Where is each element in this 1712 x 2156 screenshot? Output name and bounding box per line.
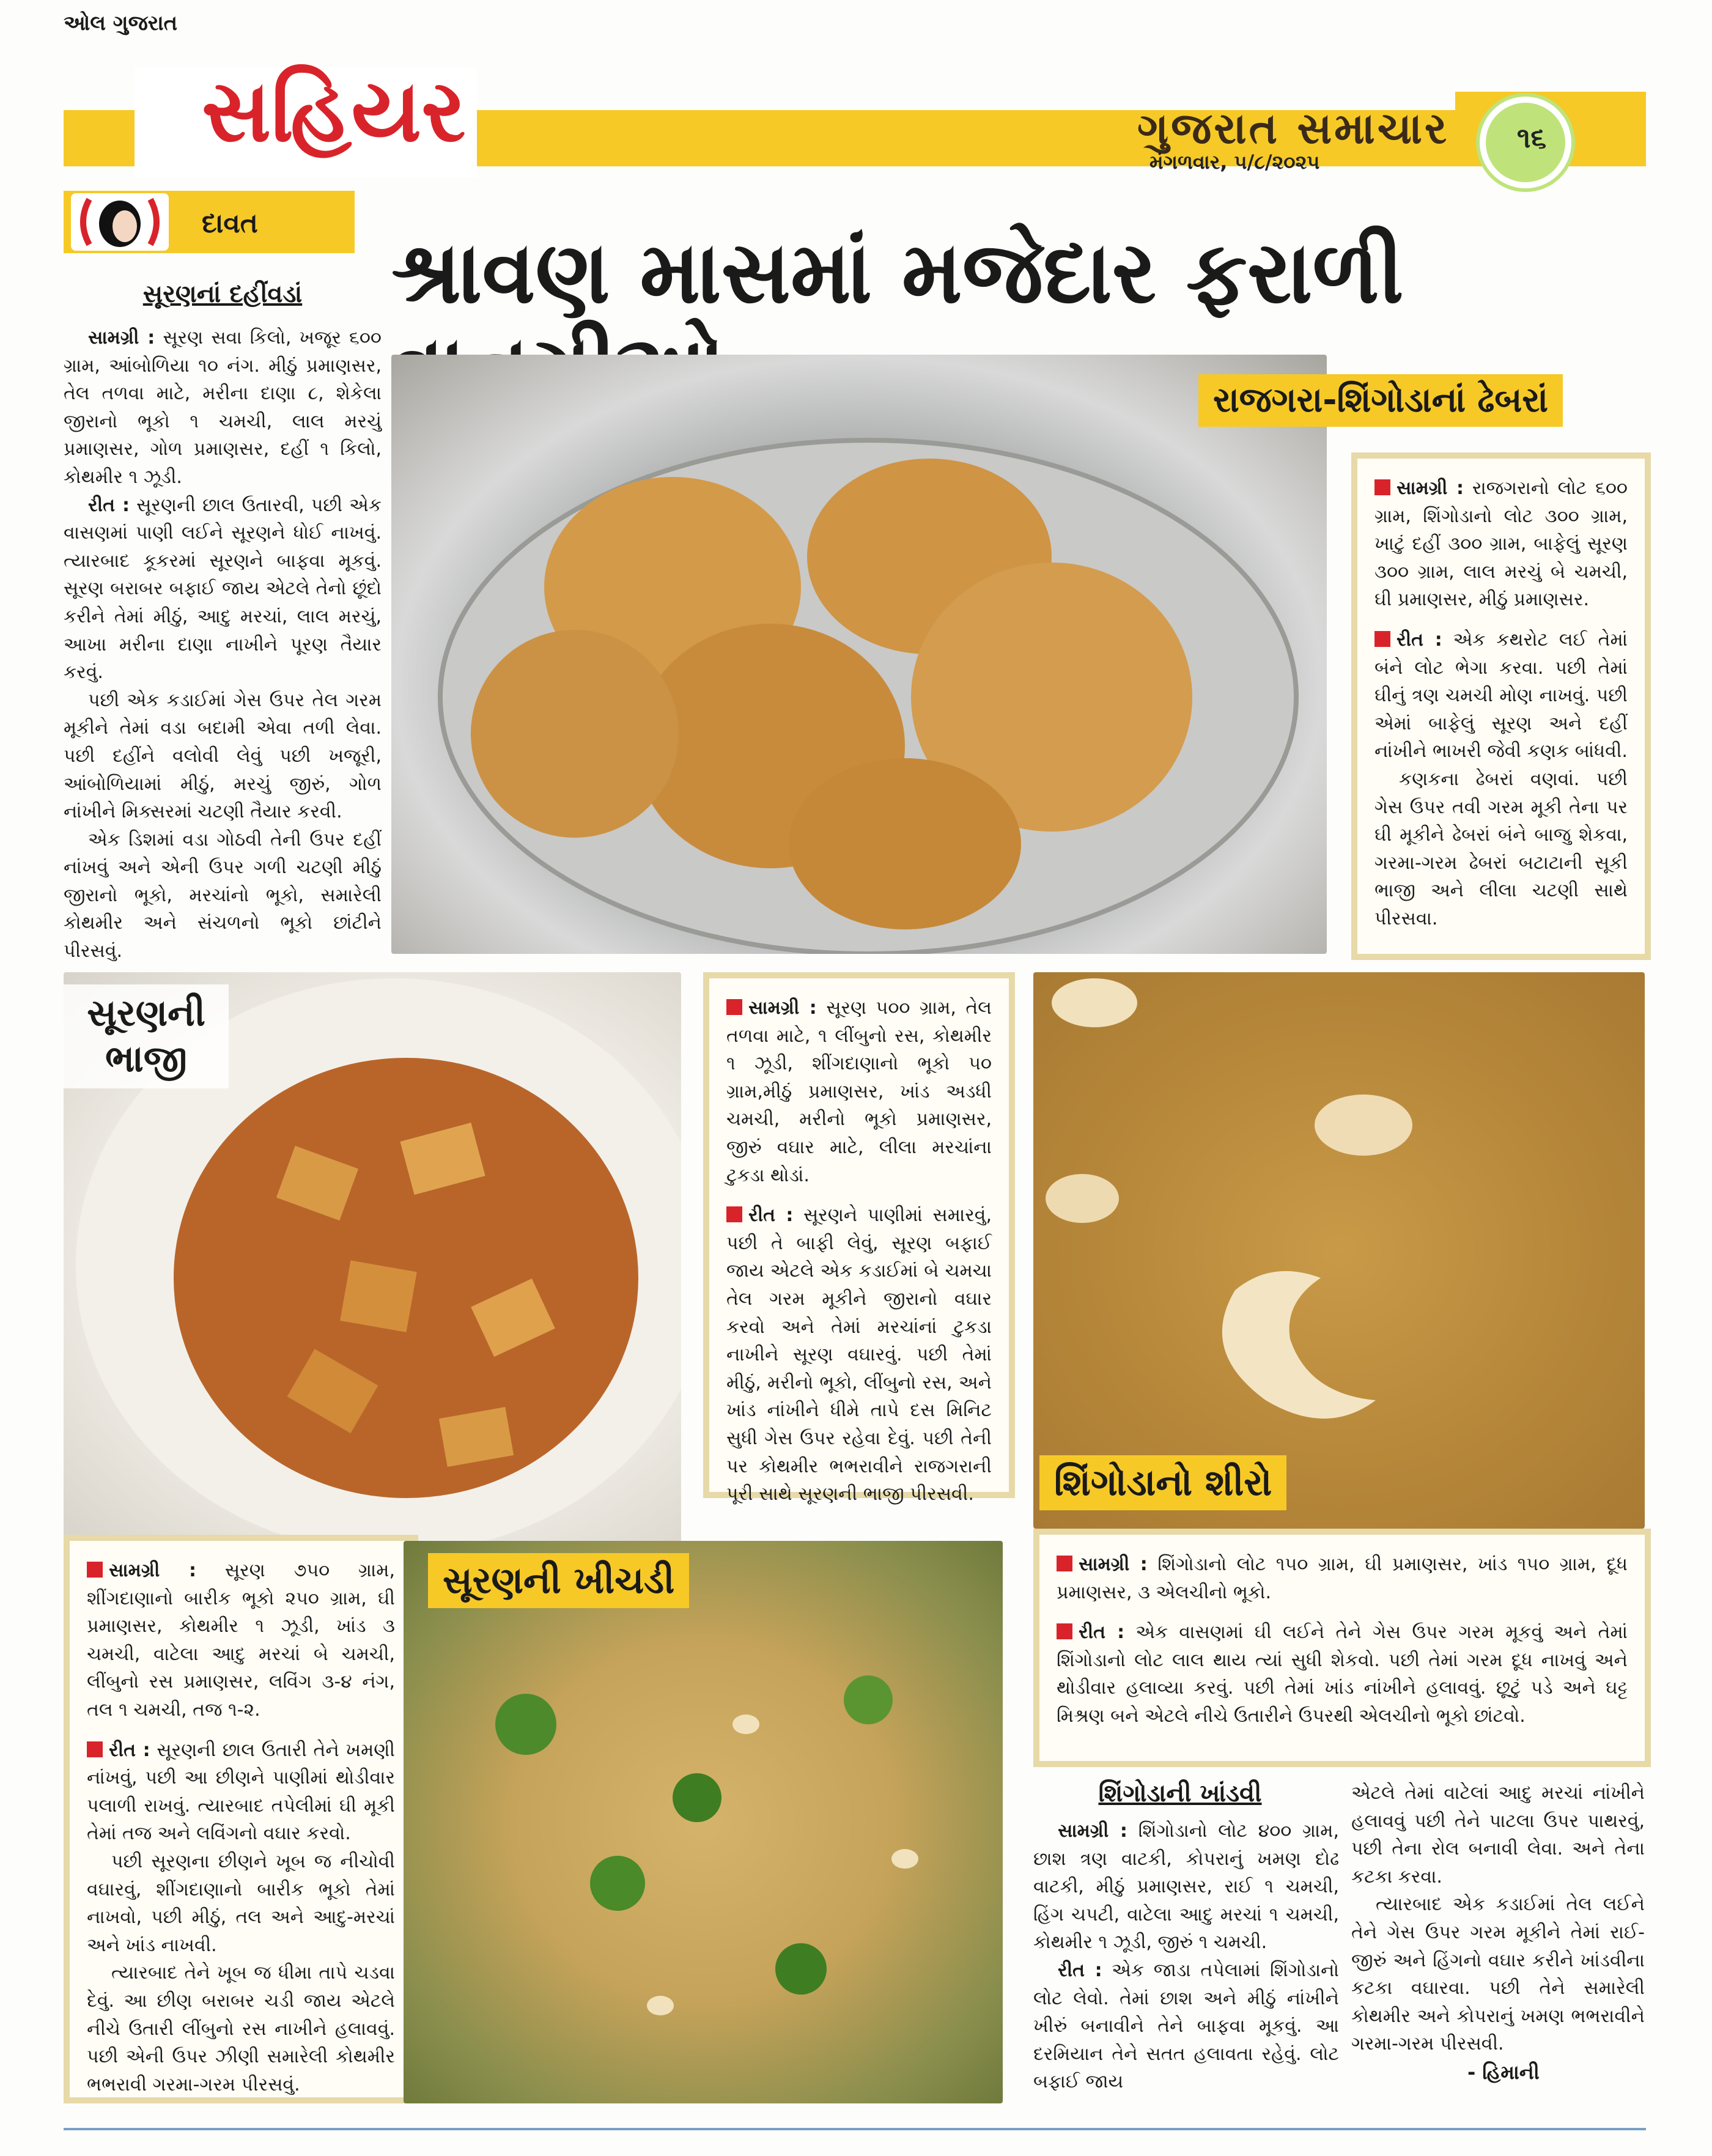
method-paragraph: પછી એક કડાઈમાં ગેસ ઉપર તેલ ગરમ મૂકીને તેમાં વડા બદામી એવા તળી લેવા. પછી દહીંને વલોવી લેવું પછી ખજૂરી, આંબોળિયામાં મીઠું, મરચું જીરું, ગોળ નાંખીને મિક્સરમાં ચટણી તૈયાર કરવી.: [64, 689, 382, 823]
recipe-box-suran-khichdi: [64, 1535, 418, 2103]
ingredients-text: રાજગરાનો લોટ ૬૦૦ ગ્રામ, શિંગોડાનો લોટ ૩૦૦ ગ્રામ, ખાટું દહીં ૩૦૦ ગ્રામ, બાફેલું સૂરણ ૩૦૦ ગ્રામ, લાલ મરચું બે ચમચી, ઘી પ્રમાણસર, મીઠું પ્રમાણસર.: [1374, 478, 1628, 611]
section-label: દાવત: [202, 208, 258, 239]
page-headline: શ્રાવણ માસમાં મજેદાર ફરાળી: [391, 223, 1404, 323]
newspaper-name: ગુજરાત સમાચાર: [1137, 103, 1450, 153]
method-label: રીત :: [109, 1739, 150, 1761]
photo-suran-khichdi: [404, 1541, 1003, 2103]
ingredients-text: સૂરણ ૫૦૦ ગ્રામ, તેલ તળવા માટે, ૧ લીંબુનો રસ, કોથમીર ૧ ઝૂડી, શીંગદાણાનો ભૂકો ૫૦ ગ્રામ,મીઠું પ્રમાણસર, ખાંડ અડધી ચમચી, મરીનો ભૂકો પ્રમાણસર, જીરું વઘાર માટે, લીલા મરચાંના ટુકડા થોડાં.: [726, 997, 992, 1186]
method-paragraph: ત્યારબાદ એક કડાઈમાં તેલ લઈને તેને ગેસ ઉપર ગરમ મૂકીને તેમાં રાઈ-જીરું અને હિંગનો વઘાર કરીને ખાંડવીના કટકા વઘારવા. પછી તેને સમારેલી કોથમીર અને કોપરાનું ખમણ ભભરાવીને ગરમા-ગરમ પીરસવી.: [1351, 1894, 1645, 2055]
ingredients-label: સામગ્રી :: [748, 997, 817, 1019]
ingredients-label: સામગ્રી :: [1079, 1554, 1148, 1575]
ingredients-label: સામગ્રી :: [1058, 1820, 1127, 1842]
recipe-box-shingoda-shiro: [1033, 1529, 1651, 1767]
recipe-title-shingoda-khandvi: શિંગોડાની ખાંડવી: [1098, 1779, 1262, 1807]
bottom-rule: [64, 2128, 1646, 2130]
method-paragraph: સૂરણની છાલ ઉતારવી, પછી એક વાસણમાં પાણી લઈને સૂરણને ધોઈ નાખવું. ત્યારબાદ કૂકરમાં સૂરણને બાફવા મૂકવું. સૂરણ બરાબર બફાઈ જાય એટલે તેનો છૂંદો કરીને તેમાં મીઠું, આદુ મરચાં, લાલ મરચું, આખા મરીના દાણા નાખીને પૂરણ તૈયાર કરવું.: [64, 494, 382, 684]
photo-dhebra: [391, 355, 1327, 954]
recipe-body-shingoda-khandvi-continued: [1351, 1779, 1645, 2058]
recipe-body-suran-dahivada: [64, 324, 382, 965]
method-label: રીત :: [1079, 1622, 1125, 1644]
issue-date: મંગળવાર, ૫/૮/૨૦૨૫: [1149, 150, 1320, 174]
photo-label-suran-khichdi: સૂરણની ખીચડી: [428, 1553, 689, 1608]
method-paragraph: સૂરણની છાલ ઉતારી તેને ખમણી નાંખવું, પછી આ છીણને પાણીમાં થોડીવાર પલાળી રાખવું. ત્યારબાદ તપેલીમાં ઘી મૂકી તેમાં તજ અને લવિંગનો વઘાર કરવો.: [87, 1739, 395, 1845]
method-paragraph: એક વાસણમાં ઘી લઈને તેને ગેસ ઉપર ગરમ મૂકવું અને તેમાં શિંગોડાનો લોટ લાલ થાય ત્યાં સુધી શેકવો. પછી તેમાં ગરમ દૂધ નાખવું અને થોડીવાર હલાવ્યા કરવું. પછી તેમાં ખાંડ નાંખીને હલાવવું. છૂટું પડે અને ઘટ્ટ મિશ્રણ બને એટલે નીચે ઉતારીને ઉપરથી એલચીનો ભૂકો છાંટવો.: [1057, 1622, 1628, 1727]
method-paragraph: પછી સૂરણના છીણને ખૂબ જ નીચોવી વઘારવું, શીંગદાણાનો બારીક ભૂકો તેમાં નાખવો, પછી મીઠું, તલ અને આદુ-મરચાં અને ખાંડ નાખવી.: [87, 1850, 395, 1956]
method-paragraph: એક કથરોટ લઈ તેમાં બંને લોટ ભેગા કરવા. પછી તેમાં ઘીનું ત્રણ ચમચી મોણ નાખવું. પછી એમાં બાફેલું સૂરણ અને દહીં નાંખીને ભાખરી જેવી કણક બાંધવી.: [1374, 629, 1628, 762]
method-label: રીત :: [1058, 1959, 1102, 1981]
woman-face-icon: [71, 193, 169, 251]
method-label: રીત :: [748, 1205, 794, 1227]
ingredients-label: સામગ્રી :: [88, 327, 155, 349]
method-paragraph: કણકના ઢેબરાં વણવાં. પછી ગેસ ઉપર તવી ગરમ મૂકી તેના પર ઘી મૂકીને ઢેબરાં બંને બાજુ શેકવા, ગરમા-ગરમ ઢેબરાં બટાટાની સૂકી ભાજી અને લીલા ચટણી સાથે પીરસવા.: [1374, 768, 1628, 929]
photo-shingoda-shiro: [1033, 972, 1645, 1529]
method-paragraph: એટલે તેમાં વાટેલાં આદુ મરચાં નાંખીને હલાવવું પછી તેને પાટલા ઉપર પાથરવું, પછી તેના રોલ બનાવી લેવા. અને તેના કટકા કરવા.: [1351, 1782, 1645, 1888]
ingredients-text: શિંગોડાનો લોટ ૪૦૦ ગ્રામ, છાશ ત્રણ વાટકી, કોપરાનું ખમણ દોઢ વાટકી, મીઠું પ્રમાણસર, રાઈ ૧ ચમચી, હિંગ ચપટી, વાટેલા આદુ મરચાં ૧ ચમચી, કોથમીર ૧ ઝૂડી, જીરું ૧ ચમચી.: [1033, 1820, 1339, 1954]
photo-label-suran-bhaji: સૂરણની ભાજી: [64, 984, 229, 1088]
brand-title: સહિયર: [202, 61, 466, 161]
method-paragraph: એક ડિશમાં વડા ગોઠવી તેની ઉપર દહીં નાંખવું અને એની ઉપર ગળી ચટણી મીઠું જીરાનો ભૂકો, મરચાંનો ભૂકો, સમારેલી કોથમીર અને સંચળનો ભૂકો છાંટીને પીરસવું.: [64, 829, 382, 962]
method-paragraph: એક જાડા તપેલામાં શિંગોડાનો લોટ લેવો. તેમાં છાશ અને મીઠું નાંખીને ખીરું બનાવીને તેને બાફવા મૂકવું. આ દરમિયાન તેને સતત હલાવતા રહેવું. લોટ બફાઈ જાય: [1033, 1959, 1339, 2093]
ingredients-text: શિંગોડાનો લોટ ૧૫૦ ગ્રામ, ઘી પ્રમાણસર, ખાંડ ૧૫૦ ગ્રામ, દૂધ પ્રમાણસર, ૩ એલચીનો ભૂકો.: [1057, 1554, 1628, 1603]
recipe-box-suran-bhaji: [703, 972, 1015, 1505]
ingredients-label: સામગ્રી :: [1397, 478, 1464, 499]
author-credit: - હિમાની: [1467, 2061, 1540, 2084]
edition-label: ઓલ ગુજરાત: [64, 11, 178, 35]
ingredients-text: સૂરણ ૭૫૦ ગ્રામ, શીંગદાણાનો બારીક ભૂકો ૨૫૦ ગ્રામ, ઘી પ્રમાણસર, કોથમીર ૧ ઝૂડી, ખાંડ ૩ ચમચી, વાટેલા આદુ મરચાં બે ચમચી, લીંબુનો રસ પ્રમાણસર, લવિંગ ૩-૪ નંગ, તલ ૧ ચમચી, તજ ૧-૨.: [87, 1560, 395, 1721]
recipe-body-shingoda-khandvi: [1033, 1817, 1339, 2096]
photo-label-dhebra: રાજગરા-શિંગોડાનાં ઢેબરાં: [1198, 374, 1563, 427]
recipe-box-dhebra: [1351, 452, 1651, 960]
photo-label-shingoda-shiro: શિંગોડાનો શીરો: [1039, 1455, 1286, 1510]
recipe-title-suran-dahivada: સૂરણનાં દહીંવડાં: [142, 280, 303, 308]
ingredients-text: સૂરણ સવા કિલો, ખજૂર ૬૦૦ ગ્રામ, આંબોળિયા ૧૦ નંગ. મીઠું પ્રમાણસર, તેલ તળવા માટે, મરીના દાણા ૮, શેકેલા જીરાનો ભૂકો ૧ ચમચી, લાલ મરચું પ્રમાણસર, ગોળ પ્રમાણસર, દહીં ૧ કિલો, કોથમીર ૧ ઝૂડી.: [64, 327, 382, 488]
ingredients-label: સામગ્રી :: [109, 1560, 197, 1581]
method-label: રીત :: [1397, 629, 1442, 651]
method-label: રીત :: [88, 494, 130, 516]
method-paragraph: ત્યારબાદ તેને ખૂબ જ ધીમા તાપે ચડવા દેવું. આ છીણ બરાબર ચડી જાય એટલે નીચે ઉતારી લીંબુનો રસ નાખીને હલાવવું. પછી એની ઉપર ઝીણી સમારેલી કોથમીર ભભરાવી ગરમા-ગરમ પીરસવું.: [87, 1962, 395, 2095]
page-number: ૧૬: [1516, 121, 1547, 154]
method-paragraph: સૂરણને પાણીમાં સમારવું, પછી તે બાફી લેવું, સૂરણ બફાઈ જાય એટલે એક કડાઈમાં બે ચમચા તેલ ગરમ મૂકીને જીરાનો વઘાર કરવો અને તેમાં મરચાંનાં ટુકડા નાખીને સૂરણ વઘારવું. પછી તેમાં મીઠું, મરીનો ભૂકો, લીંબુનો રસ, અને ખાંડ નાંખીને ધીમે તાપે દસ મિનિટ સુધી ગેસ ઉપર રહેવા દેવું. પછી તેની પર કોથમીર ભભરાવીને રાજગરાની પૂરી સાથે સૂરણની ભાજી પીરસવી.: [726, 1205, 992, 1505]
